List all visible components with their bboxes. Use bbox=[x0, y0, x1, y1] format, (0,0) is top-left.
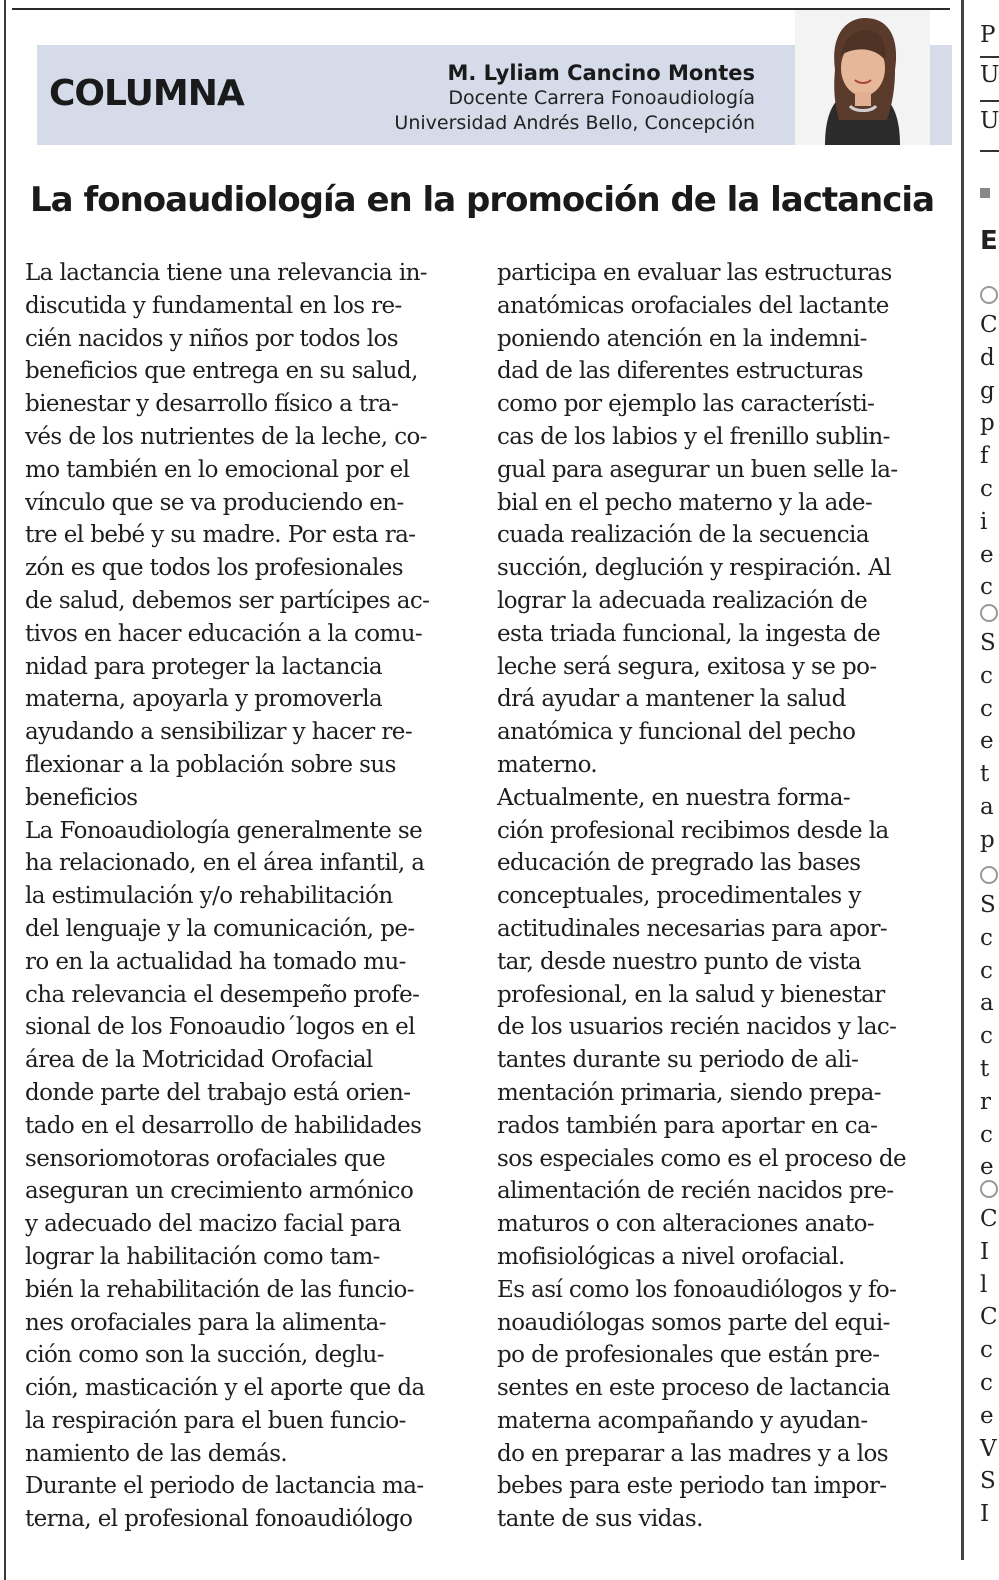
strip-rule bbox=[980, 56, 999, 58]
body-text-line: Durante el periodo de lactancia ma- bbox=[25, 1473, 424, 1500]
body-text-line: alimentación de recién nacidos pre- bbox=[497, 1178, 894, 1205]
strip-rule bbox=[980, 100, 999, 102]
body-text-line: Actualmente, en nuestra forma- bbox=[497, 784, 851, 811]
body-text-line: bebes para este periodo tan impor- bbox=[497, 1473, 887, 1500]
strip-bullet-icon bbox=[980, 866, 998, 884]
body-text-line: la respiración para el buen funcio- bbox=[25, 1407, 406, 1434]
body-text-line: zón es que todos los profesionales bbox=[25, 555, 403, 582]
strip-letter: e bbox=[980, 541, 994, 568]
body-text-line: do en preparar a las madres y a los bbox=[497, 1440, 888, 1467]
body-text-line: ro en la actualidad ha tomado mu- bbox=[25, 948, 406, 975]
strip-letter: f bbox=[980, 443, 989, 470]
body-text-line: actitudinales necesarias para apor- bbox=[497, 915, 888, 942]
body-text-line: materno. bbox=[497, 751, 598, 778]
body-text-line: aseguran un crecimiento armónico bbox=[25, 1178, 414, 1205]
strip-letter: c bbox=[980, 574, 993, 601]
strip-letter: c bbox=[980, 695, 993, 722]
body-text-line: sentes en este proceso de lactancia bbox=[497, 1375, 890, 1402]
strip-letter: C bbox=[980, 1304, 998, 1331]
body-text-line: leche será segura, exitosa y se po- bbox=[497, 653, 877, 680]
strip-letter: e bbox=[980, 728, 994, 755]
author-role: Docente Carrera Fonoaudiología bbox=[448, 87, 755, 109]
body-text-line: cas de los labios y el frenillo sublin- bbox=[497, 423, 890, 450]
strip-letter: a bbox=[980, 990, 994, 1017]
strip-marker bbox=[980, 188, 990, 198]
body-text-line: esta triada funcional, la ingesta de bbox=[497, 620, 881, 647]
strip-heading-letter: E bbox=[980, 226, 998, 256]
strip-letter: C bbox=[980, 312, 998, 338]
author-institution: Universidad Andrés Bello, Concepción bbox=[394, 112, 755, 134]
body-text-line: ción como son la succión, deglu- bbox=[25, 1342, 384, 1369]
body-text-line: donde parte del trabajo está orien- bbox=[25, 1079, 411, 1106]
body-text-line: área de la Motricidad Orofacial bbox=[25, 1047, 373, 1074]
strip-letter: c bbox=[980, 924, 993, 951]
body-text-line: discutida y fundamental en los re- bbox=[25, 292, 402, 319]
body-text-line: gual para asegurar un buen selle la- bbox=[497, 456, 898, 483]
author-photo bbox=[795, 10, 930, 145]
body-text-line: vés de los nutrientes de la leche, co- bbox=[25, 423, 427, 450]
body-text-line: beneficios que entrega en su salud, bbox=[25, 358, 418, 385]
body-text-line: nidad para proteger la lactancia bbox=[25, 653, 382, 680]
strip-bullet-icon bbox=[980, 1180, 998, 1198]
strip-letter: p bbox=[980, 410, 995, 437]
body-text-line: succión, deglución y respiración. Al bbox=[497, 555, 891, 582]
body-text-line: educación de pregrado las bases bbox=[497, 850, 861, 877]
strip-letter: C bbox=[980, 1206, 998, 1232]
body-text-line: noaudiólogas somos parte del equi- bbox=[497, 1309, 890, 1336]
body-text-line: ción profesional recibimos desde la bbox=[497, 817, 889, 844]
author-block bbox=[394, 61, 755, 136]
body-text-line: del lenguaje y la comunicación, pe- bbox=[25, 915, 415, 942]
body-text-line: vínculo que se va produciendo en- bbox=[25, 489, 404, 516]
body-text-line: beneficios bbox=[25, 784, 138, 811]
body-text-line: ayudando a sensibilizar y hacer re- bbox=[25, 719, 412, 746]
strip-letter: c bbox=[980, 1023, 993, 1050]
body-column-2 bbox=[497, 257, 937, 1536]
body-text-line: anatómicas orofaciales del lactante bbox=[497, 292, 889, 319]
body-text-line: poniendo atención en la indemni- bbox=[497, 325, 867, 352]
body-text-line: conceptuales, procedimentales y bbox=[497, 883, 861, 910]
article-headline: La fonoaudiología en la promoción de la lactancia bbox=[30, 180, 935, 220]
body-text-line: sos especiales como es el proceso de bbox=[497, 1145, 906, 1172]
body-text-line: tre el bebé y su madre. Por esta ra- bbox=[25, 522, 416, 549]
strip-letter: S bbox=[980, 630, 996, 656]
strip-rule bbox=[980, 150, 999, 152]
strip-letter: U bbox=[980, 108, 999, 134]
body-text-line: cuada realización de la secuencia bbox=[497, 522, 869, 549]
body-text-line: ha relacionado, en el área infantil, a bbox=[25, 850, 425, 877]
body-text-line: La Fonoaudiología generalmente se bbox=[25, 817, 423, 844]
strip-letter: e bbox=[980, 1402, 994, 1429]
strip-letter: c bbox=[980, 1370, 993, 1396]
body-text-line: namiento de las demás. bbox=[25, 1440, 288, 1467]
strip-letter: S bbox=[980, 1468, 996, 1495]
body-text-line: materna acompañando y ayudan- bbox=[497, 1407, 868, 1434]
strip-letter: S bbox=[980, 892, 996, 918]
body-text-line: mentación primaria, siendo prepa- bbox=[497, 1079, 881, 1106]
body-text-line: de salud, debemos ser partícipes ac- bbox=[25, 587, 430, 614]
strip-letter: i bbox=[980, 508, 988, 535]
body-text-line: bién la rehabilitación de las funcio- bbox=[25, 1276, 414, 1303]
section-label: COLUMNA bbox=[49, 73, 244, 114]
body-text-line: tantes durante su periodo de ali- bbox=[497, 1047, 859, 1074]
body-text-line: bienestar y desarrollo físico a tra- bbox=[25, 391, 399, 418]
strip-letter: a bbox=[980, 794, 994, 820]
body-column-1 bbox=[25, 257, 465, 1536]
body-text-line: maturos o con alteraciones anato- bbox=[497, 1211, 875, 1238]
body-text-line: dad de las diferentes estructuras bbox=[497, 358, 864, 385]
body-text-line: como por ejemplo las característi- bbox=[497, 391, 875, 418]
body-text-line: drá ayudar a mantener la salud bbox=[497, 686, 846, 713]
strip-bullet-icon bbox=[980, 604, 998, 622]
strip-letter: l bbox=[980, 1271, 988, 1298]
body-text-line: materna, apoyarla y promoverla bbox=[25, 686, 383, 713]
strip-letter: U bbox=[980, 62, 999, 88]
author-name: M. Lyliam Cancino Montes bbox=[447, 61, 755, 85]
body-text-line: sensoriomotoras orofaciales que bbox=[25, 1145, 386, 1172]
body-text-line: bial en el pecho materno y la ade- bbox=[497, 489, 873, 516]
strip-letter: t bbox=[980, 761, 990, 788]
strip-letter: p bbox=[980, 826, 995, 853]
strip-letter: r bbox=[980, 1088, 991, 1115]
strip-letter: g bbox=[980, 377, 995, 404]
body-text-line: ción, masticación y el aporte que da bbox=[25, 1375, 425, 1402]
body-text-line: Es así como los fonoaudiólogos y fo- bbox=[497, 1276, 897, 1303]
body-text-line: lograr la habilitación como tam- bbox=[25, 1243, 380, 1270]
body-text-line: profesional, en la salud y bienestar bbox=[497, 981, 885, 1008]
body-text-line: flexionar a la población sobre sus bbox=[25, 751, 396, 778]
adjacent-article-strip bbox=[968, 0, 999, 1580]
body-text-line: tivos en hacer educación a la comu- bbox=[25, 620, 423, 647]
body-text-line: cha relevancia el desempeño profe- bbox=[25, 981, 420, 1008]
body-text-line: participa en evaluar las estructuras bbox=[497, 260, 892, 286]
strip-letter: d bbox=[980, 344, 995, 371]
body-text-line: tante de sus vidas. bbox=[497, 1506, 703, 1533]
body-text-line: po de profesionales que están pre- bbox=[497, 1342, 880, 1369]
body-text-line: lograr la adecuada realización de bbox=[497, 587, 868, 614]
body-text-line: rados también para aportar en ca- bbox=[497, 1112, 878, 1139]
column-divider-rule bbox=[961, 0, 964, 1560]
body-text-line: tado en el desarrollo de habilidades bbox=[25, 1112, 422, 1139]
strip-letter: I bbox=[980, 1501, 990, 1528]
strip-letter: I bbox=[980, 1238, 990, 1265]
strip-letter: V bbox=[980, 1435, 997, 1462]
strip-letter: c bbox=[980, 957, 993, 984]
strip-letter: P bbox=[980, 22, 996, 48]
body-text-line: cién nacidos y niños por todos los bbox=[25, 325, 398, 352]
body-text-line: sional de los Fonoaudio´logos en el bbox=[25, 1014, 415, 1041]
strip-letter: c bbox=[980, 662, 993, 689]
body-text-line: La lactancia tiene una relevancia in- bbox=[25, 260, 427, 286]
body-text-line: mo también en lo emocional por el bbox=[25, 456, 410, 483]
strip-letter: c bbox=[980, 476, 993, 502]
page-edge-rule bbox=[4, 0, 6, 1580]
body-text-line: de los usuarios recién nacidos y lac- bbox=[497, 1014, 897, 1041]
strip-letter: e bbox=[980, 1154, 994, 1181]
body-text-line: nes orofaciales para la alimenta- bbox=[25, 1309, 386, 1336]
body-text-line: anatómica y funcional del pecho bbox=[497, 719, 856, 746]
strip-letter: c bbox=[980, 1121, 993, 1148]
strip-letter: c bbox=[980, 1337, 993, 1364]
strip-bullet-icon bbox=[980, 286, 998, 304]
body-text-line: y adecuado del macizo facial para bbox=[25, 1211, 401, 1238]
body-text-line: tar, desde nuestro punto de vista bbox=[497, 948, 861, 975]
body-text-line: la estimulación y/o rehabilitación bbox=[25, 883, 393, 910]
body-text-line: mofisiológicas a nivel orofacial. bbox=[497, 1243, 845, 1270]
body-text-line: terna, el profesional fonoaudiólogo bbox=[25, 1506, 413, 1533]
strip-letter: t bbox=[980, 1056, 990, 1082]
